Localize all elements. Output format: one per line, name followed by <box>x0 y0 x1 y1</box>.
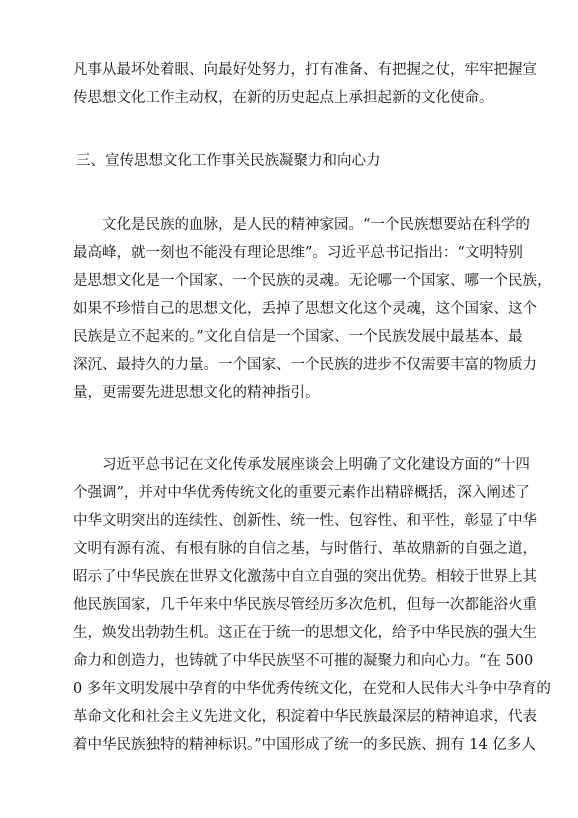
section-heading: 三、宣传思想文化工作事关民族凝聚力和向心力 <box>76 153 381 169</box>
paragraph-line: 革命文化和社会主义先进文化，积淀着中华民族最深层的精神追求，代表 <box>73 709 537 725</box>
paragraph-1 <box>73 56 537 112</box>
paragraph-line: 凡事从最坏处着眼、向最好处努力，打有准备、有把握之仗，牢牢把握宣 <box>73 62 537 78</box>
paragraph-line: 着中华民族独特的精神标识。”中国形成了统一的多民族、拥有 14 亿多人 <box>73 737 536 753</box>
paragraph-line: 昭示了中华民族在世界文化激荡中自立自强的突出优势。相较于世界上其 <box>73 569 537 585</box>
paragraph-line: 深沉、最持久的力量。一个国家、一个民族的进步不仅需要丰富的物质力 <box>73 357 537 373</box>
paragraph-2 <box>73 211 552 407</box>
paragraph-line: 他民族国家，几千年来中华民族尽管经历多次危机，但每一次都能浴火重 <box>73 597 537 613</box>
paragraph-line: 是思想文化是一个国家、一个民族的灵魂。无论哪一个国家、哪一个民族， <box>73 273 552 289</box>
paragraph-line: 中华文明突出的连续性、创新性、统一性、包容性、和平性，彰显了中华 <box>73 513 537 529</box>
paragraph-line: 民族是立不起来的。”文化自信是一个国家、一个民族发展中最基本、最 <box>73 329 523 345</box>
paragraph-line: 命力和创造力，也铸就了中华民族坚不可摧的凝聚力和向心力。“在 500 <box>73 653 534 669</box>
paragraph-line: 文化是民族的血脉，是人民的精神家园。“一个民族想要站在科学的 <box>73 217 530 233</box>
paragraph-line: 个强调”，并对中华优秀传统文化的重要元素作出精辟概括，深入阐述了 <box>73 485 530 501</box>
paragraph-line: 生，焕发出勃勃生机。这正在于统一的思想文化，给予中华民族的强大生 <box>73 625 537 641</box>
paragraph-line: 如果不珍惜自己的思想文化，丢掉了思想文化这个灵魂，这个国家、这个 <box>73 301 537 317</box>
document-body <box>73 56 552 759</box>
paragraph-line: 0 多年文明发展中孕育的中华优秀传统文化，在党和人民伟大斗争中孕育的 <box>73 681 551 697</box>
paragraph-line: 最高峰，就一刻也不能没有理论思维”。习近平总书记指出：“文明特别 <box>73 245 523 261</box>
paragraph-line: 量，更需要先进思想文化的精神指引。 <box>73 385 320 401</box>
paragraph-3 <box>73 451 551 759</box>
paragraph-line: 习近平总书记在文化传承发展座谈会上明确了文化建设方面的“十四 <box>73 457 530 473</box>
paragraph-line: 传思想文化工作主动权，在新的历史起点上承担起新的文化使命。 <box>73 90 494 106</box>
paragraph-line: 文明有源有流、有根有脉的自信之基，与时偕行、革故鼎新的自强之道， <box>73 541 537 557</box>
paragraph-spacer <box>73 407 513 451</box>
